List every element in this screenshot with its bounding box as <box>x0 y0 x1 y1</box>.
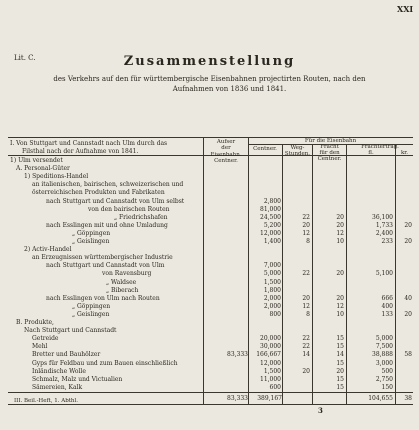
row-label: 2) Activ-Handel <box>24 246 72 254</box>
cell-std: 20 <box>302 367 310 375</box>
cell-fl: 2,400 <box>375 229 393 237</box>
cell-ctr: 1,500 <box>263 367 281 375</box>
row-label: nach Stuttgart und Cannstadt von Ulm selbst <box>46 197 185 205</box>
page-number: XXI <box>397 4 414 14</box>
cell-ctr: 12,000 <box>260 359 281 367</box>
cell-fr: 20 <box>336 270 344 278</box>
row-label: Nach Stuttgart und Cannstadt <box>24 327 117 335</box>
row-label: „ Waldsee <box>106 278 137 286</box>
header-group: Für die Eisenbahn <box>304 138 357 144</box>
row-label: 1) Ulm versendet <box>10 157 63 164</box>
cell-fr: 20 <box>336 294 344 302</box>
cell-ctr: 600 <box>269 383 281 391</box>
cell-std: 22 <box>302 343 310 351</box>
cell-fl: 5,100 <box>375 270 393 278</box>
cell-std: 20 <box>302 221 310 229</box>
row-label: nach Esslingen mit und ohne Umladung <box>46 221 168 229</box>
cell-fr: 12 <box>336 229 344 237</box>
cell-ctr: 800 <box>269 310 281 318</box>
row-label: von Ravensburg <box>102 270 152 278</box>
cell-fr: 10 <box>336 310 344 318</box>
cell-kr: 20 <box>404 221 412 229</box>
cell-kr: 58 <box>404 351 412 359</box>
cell-ctr: 166,667 <box>256 351 281 359</box>
cell-fr: 15 <box>336 375 344 383</box>
row-label: österreichischen Produkten und Fabrikaten <box>32 189 165 197</box>
cell-fl: 1,733 <box>375 221 393 229</box>
row-label: nach Stuttgart und Cannstadt von Ulm <box>46 262 165 270</box>
cell-fr: 15 <box>336 383 344 391</box>
page-title: Zusammenstellung <box>123 54 296 69</box>
cell-fl: 233 <box>381 238 393 245</box>
header-frachtertrag: Frachtertrag. <box>361 144 399 150</box>
row-label: Bretter und Bauhölzer <box>32 351 101 359</box>
row-label: Gyps für Feldbau und zum Bauen einschließlich <box>32 359 178 367</box>
cell-std: 14 <box>302 351 310 359</box>
cell-fl: 7,500 <box>375 343 393 351</box>
cell-std: 20 <box>302 294 310 302</box>
cell-fr: 12 <box>336 302 344 310</box>
row-label: „ Friedrichshafen <box>114 213 168 221</box>
row-label: von den bairischen Routen <box>88 205 170 213</box>
total-centner: 389,167 <box>257 395 282 402</box>
total-kr: 38 <box>404 395 412 402</box>
cell-fl: 666 <box>381 294 393 302</box>
cell-fl: 36,100 <box>372 213 393 221</box>
cell-fr: 14 <box>336 351 344 359</box>
header-capital: Aufser der Eisenbahn. Centner. <box>210 139 242 164</box>
row-label: „ Geislingen <box>72 238 110 245</box>
cell-fl: 3,000 <box>375 359 393 367</box>
row-label: Inländische Wolle <box>32 367 86 375</box>
cell-ctr: 2,000 <box>263 294 281 302</box>
header-stunden: Weg- Stunden. <box>284 145 311 158</box>
cell-fr: 10 <box>336 238 344 245</box>
cell-ctr: 12,000 <box>260 229 281 237</box>
cell-std: 22 <box>302 270 310 278</box>
cell-std: 22 <box>302 213 310 221</box>
cell-std: 12 <box>302 229 310 237</box>
cell-kr: 40 <box>404 294 412 302</box>
cell-ctr: 24,500 <box>260 213 281 221</box>
header-main-line1: I. Von Stuttgart und Cannstadt nach Ulm durch das <box>10 140 168 147</box>
lit-label: Lit. C. <box>14 54 36 62</box>
cell-cap: 83,333 <box>227 351 248 359</box>
table-sum-rule <box>8 392 413 393</box>
cell-fl: 2,750 <box>375 375 393 383</box>
cell-kr: 20 <box>404 238 412 245</box>
cell-fl: 150 <box>381 383 393 391</box>
cell-ctr: 2,800 <box>263 197 281 205</box>
cell-ctr: 30,000 <box>260 343 281 351</box>
cell-ctr: 11,000 <box>260 375 281 383</box>
cell-ctr: 1,500 <box>263 278 281 286</box>
cell-std: 8 <box>306 310 310 318</box>
cell-fl: 133 <box>381 310 393 318</box>
row-label: B. Produkte, <box>16 319 54 326</box>
row-label: 1) Speditions-Handel <box>24 173 89 181</box>
cell-ctr: 5,200 <box>263 221 281 229</box>
header-fl: fl. <box>368 150 374 156</box>
footer-note: III. Beil.-Heft, 1. Abthl. <box>14 398 78 404</box>
row-label: Getreide <box>32 335 59 343</box>
cell-fr: 15 <box>336 335 344 343</box>
cell-ctr: 81,000 <box>260 205 281 213</box>
cell-fl: 5,000 <box>375 335 393 343</box>
header-main-line2: Filsthal nach der Aufnahme von 1841. <box>22 148 139 155</box>
cell-ctr: 7,000 <box>263 262 281 270</box>
col-divider <box>395 144 396 404</box>
cell-ctr: 5,000 <box>263 270 281 278</box>
header-fracht: Fracht für den Centner. <box>317 144 342 163</box>
row-label: an italienischen, bairischen, schweizerischen und <box>32 181 184 189</box>
subtitle-line-1: des Verkehrs auf den für württembergische Eisenbahnen projectirten Routen, nach den <box>53 75 366 83</box>
cell-ctr: 1,400 <box>263 238 281 245</box>
row-label: „ Geislingen <box>72 310 110 318</box>
cell-fl: 38,888 <box>372 351 393 359</box>
col-divider <box>203 137 204 404</box>
cell-ctr: 2,000 <box>263 302 281 310</box>
total-fl: 104,655 <box>368 395 393 402</box>
row-label: an Erzeugnissen württembergischer Industrie <box>32 254 173 262</box>
cell-fr: 15 <box>336 359 344 367</box>
cell-kr: 20 <box>404 310 412 318</box>
cell-ctr: 20,000 <box>260 335 281 343</box>
row-label: Schmalz, Malz und Victualien <box>32 375 123 383</box>
subtitle-line-2: Aufnahmen von 1836 und 1841. <box>172 85 287 93</box>
row-label: A. Personal-Güter <box>16 165 70 173</box>
cell-fr: 20 <box>336 221 344 229</box>
cell-std: 12 <box>302 302 310 310</box>
row-label: „ Biberach <box>106 286 139 294</box>
cell-fl: 400 <box>381 302 393 310</box>
cell-fr: 15 <box>336 343 344 351</box>
row-label: „ Göppingen <box>72 302 111 310</box>
header-kr: kr. <box>400 150 409 156</box>
cell-fr: 20 <box>336 367 344 375</box>
cell-std: 22 <box>302 335 310 343</box>
header-centner: Centner. <box>253 146 277 152</box>
cell-std: 8 <box>306 238 310 245</box>
row-label: Mehl <box>32 343 48 351</box>
row-label: nach Esslingen von Ulm nach Routen <box>46 294 160 302</box>
total-capital: 83,333 <box>227 395 248 402</box>
cell-fr: 20 <box>336 213 344 221</box>
row-label: Sämereien, Kalk <box>32 383 83 391</box>
cell-fl: 500 <box>381 367 393 375</box>
footer-page-number: 3 <box>318 406 323 415</box>
row-label: „ Göppingen <box>72 229 111 237</box>
cell-ctr: 1,800 <box>263 286 281 294</box>
